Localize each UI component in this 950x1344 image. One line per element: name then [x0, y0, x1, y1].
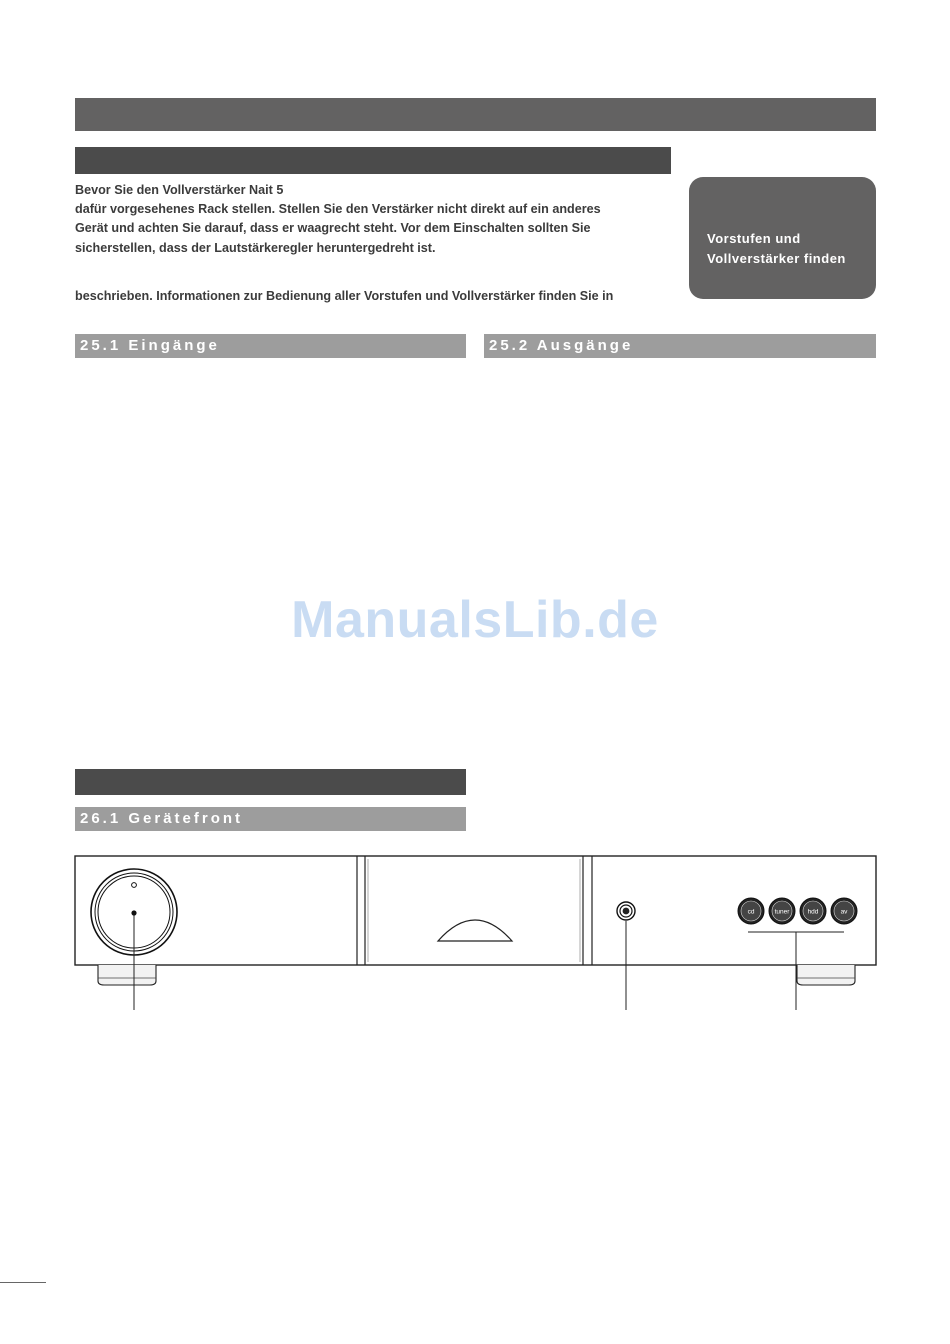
device-foot-right — [797, 965, 855, 985]
side-note-box — [689, 177, 876, 299]
button-label-cd: cd — [747, 908, 755, 916]
side-note-line-2: Vollverstärker finden — [707, 250, 846, 266]
button-label-hdd: hdd — [807, 908, 819, 916]
headphone-socket-icon — [617, 902, 635, 920]
intro-line-2: dafür vorgesehenes Rack stellen. Stellen Sie den Verstärker nicht direkt auf ein anderes — [75, 202, 601, 217]
section-heading-outputs: 25.2 Ausgänge — [484, 334, 876, 358]
chapter-26-header-bar — [75, 769, 466, 795]
intro-line-3: Gerät und achten Sie darauf, dass er waagrecht steht. Vor dem Einschalten sollten Sie — [75, 221, 591, 236]
side-note-line-1: Vorstufen und — [707, 231, 801, 246]
intro-paragraph — [75, 181, 675, 258]
amplifier-front-illustration — [74, 855, 877, 1020]
section-heading-inputs: 25.1 Eingänge — [75, 334, 466, 358]
footer-rule — [0, 1282, 46, 1283]
button-label-av: av — [840, 908, 848, 916]
subsection-header-bar — [75, 147, 671, 174]
button-label-tuner: tuner — [774, 908, 790, 916]
intro-paragraph-2: beschrieben. Informationen zur Bedienung aller Vorstufen und Vollverstärker finden Sie in — [75, 289, 614, 303]
intro-line-4: sicherstellen, dass der Lautstärkeregler heruntergedreht ist. — [75, 240, 436, 255]
watermark: ManualsLib.de — [291, 591, 659, 649]
section-heading-front-panel: 26.1 Gerätefront — [75, 807, 466, 831]
chapter-header-bar — [75, 98, 876, 131]
intro-line-1: Bevor Sie den Vollverstärker Nait 5 — [75, 183, 284, 197]
device-foot-left — [98, 965, 156, 985]
